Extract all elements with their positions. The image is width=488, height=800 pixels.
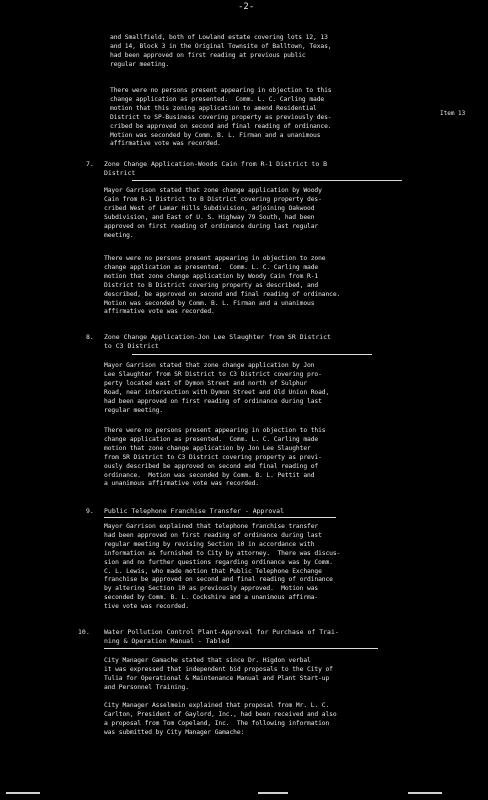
footer-mark: [258, 792, 288, 794]
paragraph-item6-motion: There were no persons present appearing in objection to this change application as presented. Comm. L. C. Carling made motion that this zoning application to amend Residential District to SP-Business covering property as previously des- cribed be approved on second and final reading of ordinance. Motion was seconded by Comm. B. L. Firman and a unanimous affirmative vote was recorded.: [110, 87, 332, 148]
footer-mark: [6, 792, 40, 794]
heading-underline: [132, 180, 402, 181]
paragraph-item7-intro: Mayor Garrison stated that zone change application by Woody Cain from R-1 District to B District covering property des- cribed West of Lamar Hills Subdivision, adjoining Oakwood Subdivision, and East of U. S. Highway 79 South, had been approved on first reading of ordinance during last regular meeting.: [104, 187, 322, 239]
heading-underline: [104, 648, 378, 649]
paragraph-intro: and Smallfield, both of Lowland estate covering lots 12, 13 and 14, Block 3 in the Original Townsite of Balltown, Texas, had been approved on first reading at previous public regular meeting.: [110, 34, 332, 68]
item-number-7: 7.: [86, 160, 94, 168]
item-number-10: 10.: [78, 628, 90, 636]
paragraph-item10-b: City Manager Asselmein explained that proposal from Mr. L. C. Carlton, President of Gaylord, Inc., had been received and also a proposal from Tom Copeland, Inc. The following information was submitted by City Manager Gamache:: [104, 702, 337, 736]
paragraph-item10-a: City Manager Gamache stated that since Dr. Higdon verbal it was expressed that independent bid proposals to the City of Tulia for Operational & Maintenance Manual and Plant Start-up and Personnel Training.: [104, 657, 333, 691]
paragraph-item8-motion: There were no persons present appearing in objection to this change application as presented. Comm. L. C. Carling made motion that zone change application by Jon Lee Slaughter from SR District to C3 District covering property as previ- ously described be approved on second and final reading of ordinance. Motion was seconded by Comm. B. L. Pettit and a unanimous affirmative vote was recorded.: [104, 427, 326, 488]
item-number-9: 9.: [86, 507, 94, 515]
item-7-heading: Zone Change Application-Woods Cain from R-1 District to B District: [104, 160, 328, 177]
item-9-heading: Public Telephone Franchise Transfer - Approval: [104, 507, 285, 515]
item-10-heading: Water Pollution Control Plant-Approval for Purchase of Trai- ning & Operation Manual - Tabled: [104, 628, 339, 645]
paragraph-item7-motion: There were no persons present appearing in objection to zone change application as presented. Comm. L. C. Carling made motion that zone change application by Woody Cain from R-1 District to B District covering property as described, and described, be approved on second and final reading of ordinance. Motion was seconded by Comm. B. L. Firman and a unanimous affirmative vote was recorded.: [104, 255, 341, 316]
footer-mark: [408, 792, 442, 794]
heading-underline: [132, 354, 372, 355]
paragraph-item8-intro: Mayor Garrison stated that zone change application by Jon Lee Slaughter from SR District to C3 District covering pro- perty located east of Dymon Street and north of Sulphur Road, near intersection with Dymon Street and Old Union Road, had been approved on first reading of ordinance during last regular meeting.: [104, 362, 330, 414]
margin-note: Item 13: [440, 110, 466, 117]
paragraph-item9: Mayor Garrison explained that telephone franchise transfer had been approved on first reading of ordinance during last regular meeting by revising Section 10 in accordance with information as furnished to City by attorney. There was discus- sion and no further questions regarding ordinance was by Comm. C. L. Lewis, who made motion that Public Telephone Exchange franchise be approved on second and final reading of ordinance by altering Section 10 as previously approved. Motion was seconded by Comm. B. L. Cockshire and a unanimous affirma- tive vote was recorded.: [104, 523, 341, 611]
heading-underline: [104, 517, 336, 518]
page-number: -2-: [238, 2, 255, 12]
item-number-8: 8.: [86, 333, 94, 341]
item-8-heading: Zone Change Application-Jon Lee Slaughter from SR District to C3 District: [104, 333, 331, 350]
